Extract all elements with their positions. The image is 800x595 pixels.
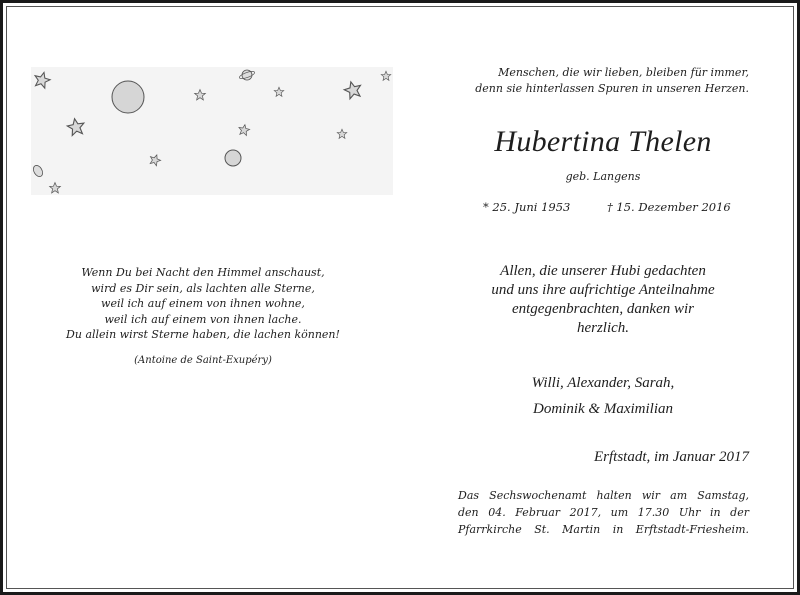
family-line: Willi, Alexander, Sarah, [531,375,675,391]
family-line: Dominik & Maximilian [533,401,673,417]
star-icon [274,87,284,96]
planet-ringed [239,70,256,80]
planet-leaf [32,164,45,178]
death-date: † 15. Dezember 2016 [607,200,731,214]
star-icon [381,71,391,80]
thanks-line: herzlich. [576,320,630,336]
planet-large [112,81,144,113]
deceased-name: Hubertina Thelen [494,125,712,158]
place-date: Erftstadt, im Januar 2017 [593,449,749,465]
notice-line: Das Sechswochenamt halten wir am Samstag, [458,489,749,502]
star-icon [33,70,52,88]
notice-line: den 04. Februar 2017, um 17.30 Uhr in der [458,506,749,519]
motto [443,65,749,96]
star-icon [238,124,250,136]
poem-line: weil ich auf einem von ihnen wohne, [101,297,305,311]
poem-line: weil ich auf einem von ihnen lache. [104,312,302,326]
motto-line: denn sie hinterlassen Spuren in unseren Herzen. [475,81,749,95]
poem-line: wird es Dir sein, als lachten alle Sterne, [91,281,315,295]
star-icon [50,183,61,193]
poem [43,265,363,343]
planet-small [225,150,241,166]
poem-source: (Antoine de Saint-Exupéry) [134,355,272,366]
star-icon [343,80,363,100]
notice-line: Pfarrkirche St. Martin in Erftstadt-Friesheim. [458,523,749,536]
stars-and-planets-icon [31,67,393,195]
thanks-text [448,262,758,338]
poem-line: Wenn Du bei Nacht den Himmel anschaust, [81,266,325,279]
star-icon [148,153,162,166]
motto-line: Menschen, die wir lieben, bleiben für immer, [498,66,749,79]
star-icon [66,117,85,136]
stars-illustration [31,67,393,195]
thanks-line: Allen, die unserer Hubi gedachten [500,263,706,279]
family-names [453,370,753,422]
birth-name: geb. Langens [565,170,641,183]
star-icon [195,90,206,100]
thanks-line: entgegenbrachten, danken wir [511,301,695,317]
star-icon [337,129,347,138]
poem-line: Du allein wirst Sterne haben, die lachen können! [66,328,340,342]
thanks-line: und uns ihre aufrichtige Anteilnahme [491,282,715,298]
mass-notice [458,487,749,538]
birth-date: * 25. Juni 1953 [483,200,571,214]
